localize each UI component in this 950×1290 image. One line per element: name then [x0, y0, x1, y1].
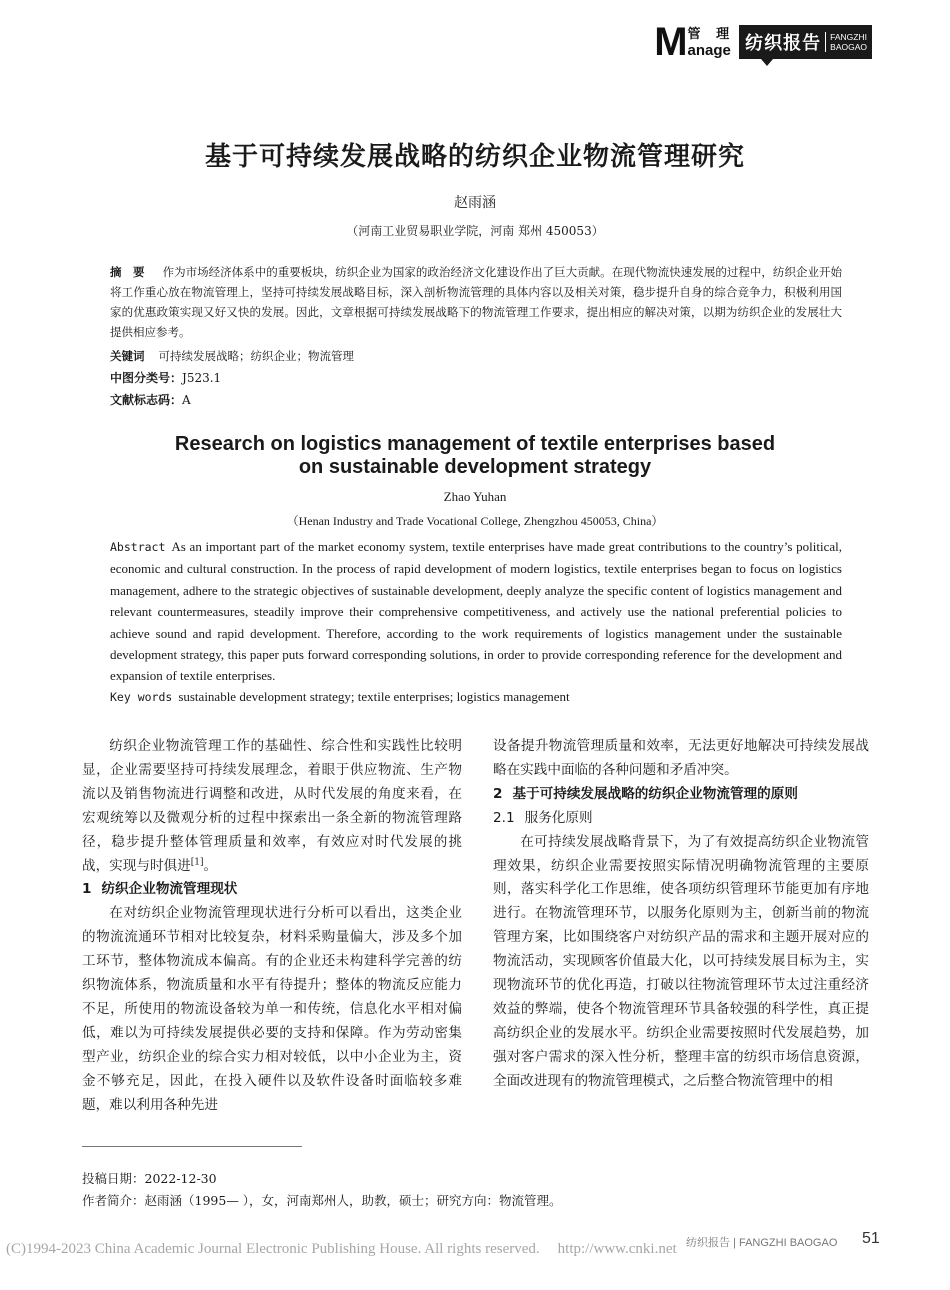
article-title-en: Research on logistics management of textile enterprises based on sustainable development strategy	[174, 433, 776, 478]
keywords-text-en: sustainable development strategy; textile enterprises; logistics management	[178, 689, 570, 704]
page-number: 51	[862, 1230, 880, 1247]
logo-journal-en: FANGZHI BAOGAO	[830, 32, 867, 52]
affiliation-zh: （河南工业贸易职业学院，河南 郑州 450053）	[346, 224, 604, 238]
section-heading-1: 1 纺织企业物流管理现状	[82, 881, 238, 898]
logo-journal-badge	[739, 25, 872, 59]
logo-guanli: 管 理	[687, 25, 736, 41]
logo-manage	[688, 25, 736, 60]
running-footer: 纺织报告 | FANGZHI BAOGAO	[686, 1237, 838, 1249]
keywords-en	[110, 687, 570, 707]
abstract-zh	[110, 262, 842, 342]
author-name-en: Zhao Yuhan	[443, 489, 507, 504]
body-paragraph: 纺织企业物流管理工作的基础性、综合性和实践性比较明显，企业需要坚持可持续发展理念，着眼于供应物流、生产物流以及销售物流进行调整和改进，从时代发展的角度来看，在宏观统筹以及微观分析的过程中探索出一条全新的物流管理路径，稳步提升整体管理质量和效率，有效应对时代发展的挑战，实现与时俱进[1]。	[82, 738, 462, 874]
abstract-label-en: Abstract	[110, 540, 166, 554]
body-column-left	[82, 735, 462, 1118]
footnote-rule	[82, 1146, 302, 1147]
footnote-received: 投稿日期：2022-12-30	[82, 1171, 217, 1186]
copyright-watermark: (C)1994-2023 China Academic Journal Electronic Publishing House. All rights reserved. http://www.cnki.net	[6, 1241, 677, 1257]
affiliation-en: （Henan Industry and Trade Vocational College, Zhengzhou 450053, China）	[286, 514, 664, 528]
keywords-text-zh: 可持续发展战略；纺织企业；物流管理	[158, 349, 354, 363]
logo-letter-m: M	[654, 20, 687, 64]
logo-journal-zh: 纺织报告	[745, 33, 822, 54]
section-heading-2: 2 基于可持续发展战略的纺织企业物流管理的原则	[493, 785, 798, 802]
body-paragraph: 设备提升物流管理质量和效率，无法更好地解决可持续发展战略在实践中面临的各种问题和矛盾冲突。	[493, 738, 869, 778]
logo-divider	[825, 32, 826, 52]
journal-logo	[654, 22, 872, 62]
keywords-label-zh: 关键词	[110, 349, 145, 363]
clc-number: 中图分类号：J523.1	[110, 371, 222, 385]
abstract-label-zh: 摘 要	[110, 265, 145, 279]
article-title-zh: 基于可持续发展战略的纺织企业物流管理研究	[204, 142, 745, 172]
body-paragraph: 在可持续发展战略背景下，为了有效提高纺织企业物流管理效果，纺织企业需要按照实际情况明确物流管理的主要原则，落实科学化工作思维，使各项纺织管理环节能更加有序地进行。在物流管理环节，以服务化原则为主，创新当前的物流管理方案，比如围绕客户对纺织产品的需求和主题开展对应的物流活动，实现顾客价值最大化，以可持续发展目标为主，实现物流环节的优化再造，打破以往物流管理环节太过注重经济效益的弊端，使各个物流管理环节具备较强的科学性，真正提高纺织企业的发展水平。纺织企业需要按照时代发展趋势，加强对客户需求的深入性分析，整理丰富的纺织市场信息资源，全面改进现有的物流管理模式，之后整合物流管理中的相	[493, 833, 869, 1089]
author-name-zh: 赵雨涵	[454, 195, 496, 211]
abstract-text-en: As an important part of the market economy system, textile enterprises have made great contributions to the country’s political, economic and cultural construction. In the process of rapid development of modern logistics, textile enterprises began to focus on logistics management, adhere to the strategic objectives of sustainable development, deeply analyze the specific content of logistics management and relevant countermeasures, steadily improve their comprehensive competitiveness, and actively use the national preferential policies to achieve sound and rapid development. Therefore, according to the work requirements of logistics management under the sustainable development strategy, this paper puts forward corresponding solutions, in order to provide corresponding reference for the development and expansion of textile enterprises.	[110, 539, 842, 684]
document-code: 文献标志码：A	[110, 393, 191, 407]
body-paragraph: 在对纺织企业物流管理现状进行分析可以看出，这类企业的物流流通环节相对比较复杂，材料采购量偏大，涉及多个加工环节，整体物流成本偏高。有的企业还未构建科学完善的纺织物流体系，物流质量和水平有待提升；整体的物流反应能力不足，所使用的物流设备较为单一和传统，信息化水平相对偏低，难以为可持续发展提供必要的支持和保障。作为劳动密集型产业，纺织企业的综合实力相对较低，以中小企业为主，资金不够充足，因此，在投入硬件以及软件设备时面临较多难题，难以利用各种先进	[82, 905, 462, 1113]
logo-anage: anage	[687, 41, 731, 59]
logo-tail	[761, 59, 773, 66]
keywords-zh	[110, 346, 354, 366]
footnote-author-bio: 作者简介：赵雨涵（1995— ），女，河南郑州人，助教，硕士；研究方向：物流管理。	[82, 1193, 562, 1208]
keywords-label-en: Key words	[110, 690, 173, 704]
citation-ref: [1]	[190, 857, 204, 867]
body-column-right	[493, 735, 869, 1094]
abstract-en	[110, 536, 842, 687]
abstract-text-zh: 作为市场经济体系中的重要板块，纺织企业为国家的政治经济文化建设作出了巨大贡献。在现代物流快速发展的过程中，纺织企业开始将工作重心放在物流管理上，坚持可持续发展战略目标，深入剖析物流管理的具体内容以及相关对策，稳步提升自身的综合竞争力，积极利用国家的优惠政策实现又好又快的发展。因此，文章根据可持续发展战略下的物流管理工作要求，提出相应的解决对策，以期为纺织企业的发展壮大提供相应参考。	[110, 265, 843, 339]
cnki-url: http://www.cnki.net	[557, 1241, 677, 1257]
subsection-heading-2-1: 2.1 服务化原则	[493, 809, 593, 826]
